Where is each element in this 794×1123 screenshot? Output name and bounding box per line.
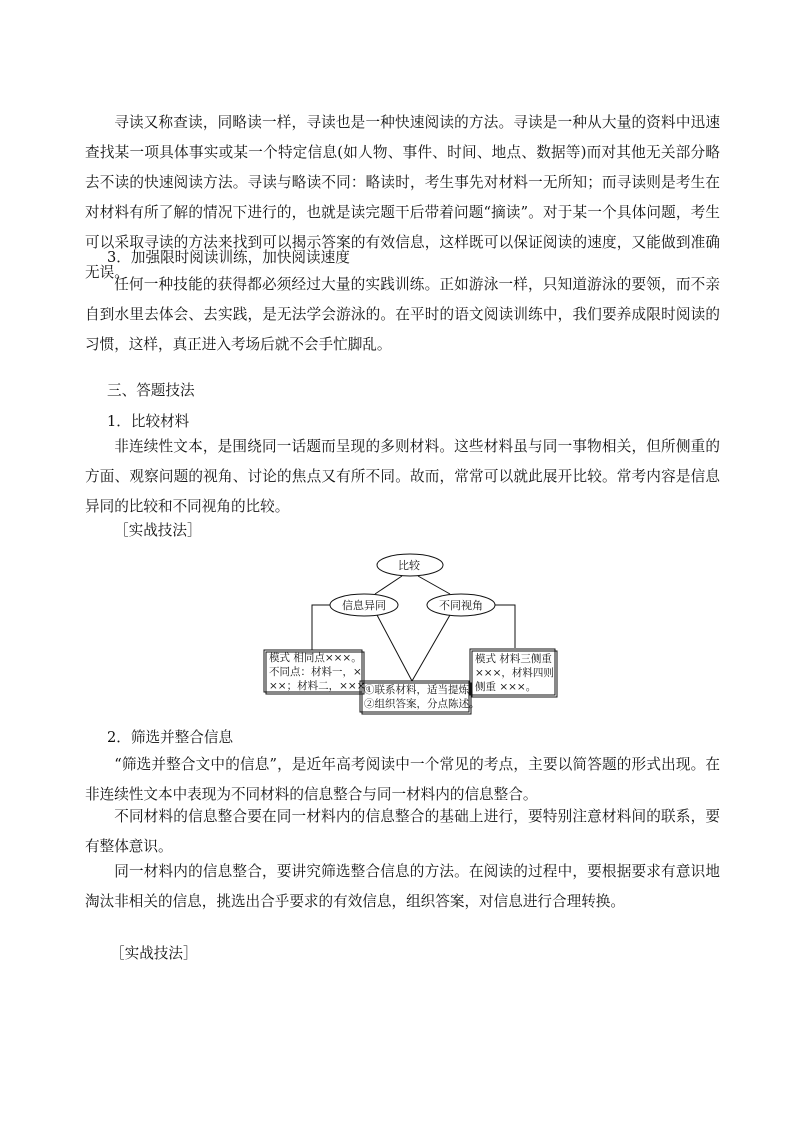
heading-compare-materials: 1．比较材料 <box>107 413 190 430</box>
node-compare: 比较 <box>398 559 420 572</box>
paragraph-skim-reading: 寻读又称查读，同略读一样，寻读也是一种快速阅读的方法。寻读是一种从大量的资料中迅速查找某一项具体事实或某一个特定信息(如人物、事件、时间、地点、数据等)而对其他无关部分略去不读的快速阅读方法。寻读与略读不同：略读时，考生事先对材料一无所知；而寻读则是考生在对材料有所了解的情况下进行的，也就是读完题干后带着问题“摘读”。对于某一个具体问题，考生可以采取寻读的方法来找到可以揭示答案的有效信息，这样既可以保证阅读的速度，又能做到准确无误。 <box>85 114 720 281</box>
section-title-answer-techniques: 三、答题技法 <box>107 382 195 399</box>
heading-timed-reading: 3．加强限时阅读训练，加快阅读速度 <box>107 249 350 266</box>
heading-filter-integrate: 2．筛选并整合信息 <box>107 729 234 746</box>
paragraph-cross-material: 不同材料的信息整合要在同一材料内的信息整合的基础上进行，要特别注意材料间的联系，要有整体意识。 <box>85 808 720 855</box>
paragraph-filter-point: “筛选并整合文中的信息”，是近年高考阅读中一个常见的考点，主要以简答题的形式出现。在非连续性文本中表现为不同材料的信息整合与同一材料内的信息整合。 <box>85 756 720 803</box>
box-answer-steps: ①联系材料，适当提炼； ②组织答案，分点陈述。 <box>364 684 480 710</box>
node-info-similarity: 信息异同 <box>342 599 386 612</box>
paragraph-practice: 任何一种技能的获得都必须经过大量的实践训练。正如游泳一样，只知道游泳的要领，而不亲自到水里去体会、去实践，是无法学会游泳的。在平时的语文阅读训练中，我们要养成限时阅读的习惯，这样，真正进入考场后就不会手忙脚乱。 <box>85 276 720 353</box>
box-similarity-pattern: 模式 相同点×××。 不同点：材料一，× ××；材料二，×××。 <box>269 652 376 692</box>
paragraph-within-material: 同一材料内的信息整合，要讲究筛选整合信息的方法。在阅读的过程中，要根据要求有意识地淘汰非相关的信息，挑选出合乎要求的有效信息，组织答案，对信息进行合理转换。 <box>85 863 720 910</box>
box-perspective-pattern: 模式 材料三侧重 ×××，材料四则 侧重 ×××。 <box>475 653 554 693</box>
label-practical-technique: ［实战技法］ <box>114 522 202 539</box>
comparison-diagram <box>262 550 564 716</box>
paragraph-compare: 非连续性文本，是围绕同一话题而呈现的多则材料。这些材料虽与同一事物相关，但所侧重的方面、观察问题的视角、讨论的焦点又有所不同。故而，常常可以就此展开比较。常考内容是信息异同的比较和不同视角的比较。 <box>85 438 720 515</box>
label-practical-technique-2: ［实战技法］ <box>110 945 198 962</box>
node-different-perspective: 不同视角 <box>439 599 483 612</box>
